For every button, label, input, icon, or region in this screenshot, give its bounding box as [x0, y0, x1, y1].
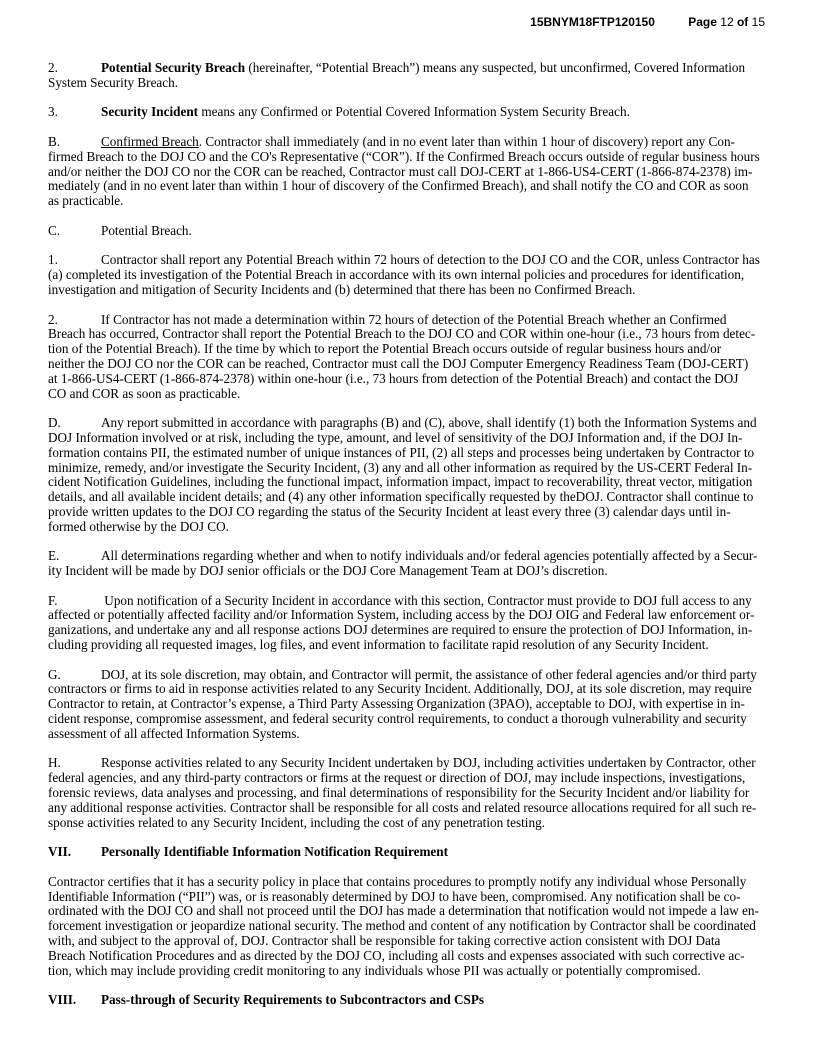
line-text: (a) completed its investigation of the Potential Breach in accordance with its own internal policies and procedures for identification, — [48, 267, 745, 283]
text-line — [48, 934, 772, 949]
line-text: ity Incident will be made by DOJ senior officials or the DOJ Core Management Team at DOJ’s discretion. — [48, 563, 608, 579]
document-id: 15BNYM18FTP120150 — [530, 15, 655, 29]
text-line — [48, 816, 772, 831]
line-text: System Security Breach. — [48, 74, 179, 90]
line-text: investigation and mitigation of Security Incidents and (b) determined that there has been no Confirmed Breach. — [48, 281, 636, 297]
paragraph-label: 2. — [48, 311, 58, 327]
text-line — [48, 608, 772, 623]
line-text: Upon notification of a Security Incident in accordance with this section, Contractor must provide to DOJ full access to any — [101, 592, 752, 608]
text-line — [48, 446, 772, 461]
paragraph-label: 1. — [48, 252, 58, 268]
text-line — [48, 313, 772, 328]
line-text: minimize, remedy, and/or investigate the Security Incident, (3) any and all other information as required by the US-CERT Federal In- — [48, 459, 753, 475]
paragraph — [48, 253, 772, 297]
line-text: contractors or firms to aid in response activities related to any Security Incident. Additionally, DOJ, at its sole discretion, may require — [48, 681, 752, 697]
paragraph-label: D. — [48, 415, 61, 431]
text-line — [48, 712, 772, 727]
line-text: provide written updates to the DOJ CO regarding the status of the Security Incident at least every three (3) calendar days until in- — [48, 503, 731, 519]
line-text: details, and all available incident details; and (4) any other information specifically requested by theDOJ. Contractor shall continue to — [48, 489, 754, 505]
paragraph — [48, 61, 772, 91]
line-text: DOJ, at its sole discretion, may obtain, and Contractor will permit, the assistance of other federal agencies and/or third party — [101, 666, 757, 682]
line-text: cident response, compromise assessment, and federal security control requirements, to conduct a thorough vulnerability and security — [48, 711, 747, 727]
text-line — [48, 594, 772, 609]
paragraph-label: C. — [48, 222, 61, 238]
text-line — [48, 327, 772, 342]
text-line — [48, 564, 772, 579]
paragraph — [48, 416, 772, 534]
paragraph — [48, 549, 772, 579]
line-text: Identifiable Information (“PII”) was, or is reasonably determined by DOJ to have been, compromised. Any notification shall be co- — [48, 888, 741, 904]
paragraph — [48, 668, 772, 742]
line-text: DOJ Information involved or at risk, including the type, amount, and level of sensitivity of the DOJ Information and, if the DOJ In- — [48, 429, 743, 445]
text-line — [48, 964, 772, 979]
line-text: Breach has occurred, Contractor shall report the Potential Breach to the DOJ CO and COR within one-hour (i.e., 73 hours from detec- — [48, 326, 756, 342]
text-line — [48, 845, 772, 860]
line-text: ordinated with the DOJ CO and shall not proceed until the DOJ has made a determination that notification would not impede a law en- — [48, 903, 759, 919]
paragraph-label: 3. — [48, 104, 58, 120]
line-text: Response activities related to any Security Incident undertaken by DOJ, including activities undertaken by Contractor, other — [101, 755, 756, 771]
text-line — [48, 165, 772, 180]
text-line — [48, 682, 772, 697]
line-text: Any report submitted in accordance with paragraphs (B) and (C), above, shall identify (1) both the Information Systems and — [101, 415, 757, 431]
line-text: Personally Identifiable Information Notification Requirement — [101, 844, 449, 860]
text-line — [48, 904, 772, 919]
line-text: If Contractor has not made a determination within 72 hours of detection of the Potential Breach whether an Confirmed — [101, 311, 727, 327]
text-line — [48, 105, 772, 120]
text-line — [48, 505, 772, 520]
text-line — [48, 490, 772, 505]
text-line — [48, 801, 772, 816]
page-label: Page — [688, 15, 717, 29]
text-line — [48, 756, 772, 771]
line-text: as practicable. — [48, 193, 124, 209]
section-heading — [48, 845, 772, 860]
line-text: Contractor to retain, at Contractor’s expense, a Third Party Assessing Organization (3PAO), acceptable to DOJ, with expertise in in- — [48, 696, 745, 712]
defined-term: Confirmed Breach — [101, 133, 199, 149]
line-text: forcement investigation or jeopardize national security. The method and content of any notification by Contractor shall be coordinated — [48, 918, 756, 934]
paragraph-label: E. — [48, 548, 60, 564]
line-text: and/or neither the DOJ CO nor the COR can be reached, Contractor must call DOJ-CERT at 1-866-US4-CERT (1-866-874-2378) im- — [48, 163, 753, 179]
text-line — [48, 638, 772, 653]
text-line — [48, 431, 772, 446]
text-line — [48, 416, 772, 431]
text-line — [48, 387, 772, 402]
text-line — [48, 890, 772, 905]
text-line — [48, 875, 772, 890]
page-header — [530, 15, 765, 29]
line-text: federal agencies, and any third-party contractors or firms at the request or direction of DOJ, may include inspections, investigations, — [48, 770, 746, 786]
paragraph-label: G. — [48, 666, 61, 682]
line-text: mediately (and in no event later than within 1 hour of discovery of the Confirmed Breach), and shall notify the CO and COR as soon — [48, 178, 749, 194]
page-total: 15 — [751, 15, 765, 29]
text-line — [48, 194, 772, 209]
line-text: Potential Breach. — [101, 222, 192, 238]
text-line — [48, 76, 772, 91]
line-text: with, and subject to the approval of, DOJ. Contractor shall be responsible for taking corrective action consistent with DOJ Data — [48, 933, 721, 949]
paragraph — [48, 313, 772, 402]
text-line — [48, 786, 772, 801]
paragraph — [48, 135, 772, 209]
line-text: sponse activities related to any Security Incident, including the cost of any penetration testing. — [48, 814, 545, 830]
line-text: Breach Notification Procedures and as directed by the DOJ CO, including all costs and expenses associated with such corrective ac- — [48, 947, 745, 963]
defined-term: Potential Security Breach — [101, 60, 246, 75]
paragraph-label: VIII. — [48, 992, 77, 1008]
text-line — [48, 224, 772, 239]
section-heading — [48, 993, 772, 1008]
paragraph-label: 2. — [48, 60, 58, 75]
text-line — [48, 697, 772, 712]
paragraph — [48, 105, 772, 120]
line-text: tion of the Potential Breach). If the time by which to report the Potential Breach occurs outside of regular business hours and/or — [48, 341, 722, 357]
text-line — [48, 342, 772, 357]
paragraph-label: VII. — [48, 844, 72, 860]
text-line — [48, 179, 772, 194]
line-text: any additional response activities. Contractor shall be responsible for all costs and related resource allocations required for all such re- — [48, 799, 757, 815]
paragraph-label: B. — [48, 133, 61, 149]
text-line — [48, 253, 772, 268]
text-line — [48, 150, 772, 165]
text-line — [48, 949, 772, 964]
text-line — [48, 283, 772, 298]
line-text: Pass-through of Security Requirements to Subcontractors and CSPs — [101, 992, 485, 1008]
line-text: affected or potentially affected facility and/or Information System, including access by the DOJ OIG and Federal law enforcement or- — [48, 607, 755, 623]
line-text: neither the DOJ CO nor the COR can be reached, Contractor must call the DOJ Computer Emergency Readiness Team (DOJ-CERT) — [48, 355, 749, 371]
text-line — [48, 668, 772, 683]
line-text: cluding providing all requested images, log files, and event information to facilitate rapid resolution of any Security Incident. — [48, 637, 709, 653]
text-line — [48, 549, 772, 564]
text-line — [48, 372, 772, 387]
page-number: 12 — [720, 15, 734, 29]
text-line — [48, 357, 772, 372]
of-label: of — [736, 15, 749, 29]
line-text: at 1-866-US4-CERT (1-866-874-2378) within one-hour (i.e., 73 hours from detection of the Potential Breach) and contact the DOJ — [48, 370, 739, 386]
text-line — [48, 268, 772, 283]
text-line — [48, 475, 772, 490]
line-text: All determinations regarding whether and when to notify individuals and/or federal agencies potentially affected by a Secur- — [101, 548, 758, 564]
line-text: (hereinafter, “Potential Breach”) means any suspected, but unconfirmed, Covered Information — [245, 60, 746, 75]
defined-term: Security Incident — [101, 104, 199, 120]
line-text: tion, which may include providing credit monitoring to any individuals whose PII was actually or potentially compromised. — [48, 962, 701, 978]
text-line — [48, 919, 772, 934]
line-text: formation contains PII, the estimated number of unique instances of PII, (2) all steps and processes being undertaken by Contractor to — [48, 444, 755, 460]
line-text: . Contractor shall immediately (and in no event later than within 1 hour of discovery) report any Con- — [198, 133, 735, 149]
paragraph — [48, 756, 772, 830]
line-text: CO and COR as soon as practicable. — [48, 385, 241, 401]
line-text: cident Notification Guidelines, including the functional impact, information impact, impact to recoverability, threat vector, mitigation — [48, 474, 753, 490]
text-line — [48, 461, 772, 476]
line-text: means any Confirmed or Potential Covered Information System Security Breach. — [198, 104, 630, 120]
paragraph-label: H. — [48, 755, 61, 771]
text-line — [48, 135, 772, 150]
line-text: formed otherwise by the DOJ CO. — [48, 518, 229, 534]
line-text: assessment of all affected Information Systems. — [48, 725, 300, 741]
text-line — [48, 993, 772, 1008]
text-line — [48, 61, 772, 76]
line-text: Contractor certifies that it has a security policy in place that contains procedures to promptly notify any individual whose Personally — [48, 873, 747, 889]
paragraph — [48, 224, 772, 239]
paragraph-label: F. — [48, 592, 58, 608]
text-line — [48, 771, 772, 786]
line-text: Contractor shall report any Potential Breach within 72 hours of detection to the DOJ CO and the COR, unless Contractor has — [101, 252, 760, 268]
text-line — [48, 727, 772, 742]
paragraph — [48, 875, 772, 979]
document-body — [48, 61, 772, 1023]
line-text: firmed Breach to the DOJ CO and the CO's Representative (“COR”). If the Confirmed Breach occurs outside of regular business hours — [48, 148, 760, 164]
line-text: forensic reviews, data analyses and processing, and final determinations of responsibility for the Security Incident and/or liability for — [48, 785, 750, 801]
text-line — [48, 520, 772, 535]
paragraph — [48, 594, 772, 653]
text-line — [48, 623, 772, 638]
line-text: ganizations, and undertake any and all response actions DOJ determines are required to ensure the protection of DOJ Information, in- — [48, 622, 753, 638]
